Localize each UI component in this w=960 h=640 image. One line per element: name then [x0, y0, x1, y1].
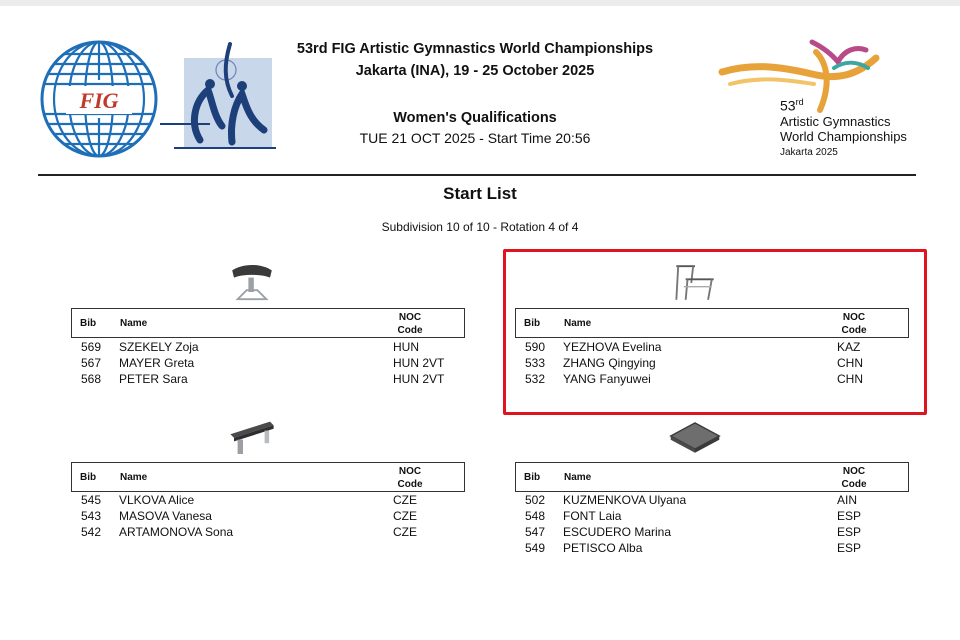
- name-column-header: Name: [120, 472, 148, 483]
- noc-column-header: NOC Code: [841, 312, 867, 336]
- table-row: 542 ARTAMONOVA Sona CZE: [81, 525, 417, 539]
- noc-column-header: NOC Code: [841, 466, 867, 490]
- bib-column-header: Bib: [524, 472, 541, 483]
- top-strip: [0, 0, 960, 6]
- table-row: 568 PETER Sara HUN 2VT: [81, 372, 445, 386]
- championship-location: Jakarta (INA), 19 - 25 October 2025: [355, 63, 595, 79]
- floor-exercise-table-header: [515, 462, 909, 492]
- table-row: 569 SZEKELY Zoja HUN: [81, 340, 419, 354]
- table-row: 567 MAYER Greta HUN 2VT: [81, 356, 445, 370]
- header-divider: [38, 174, 916, 176]
- noc-column-header: NOC Code: [397, 312, 423, 336]
- header: [280, 38, 670, 148]
- world-championships-logo-icon: [160, 40, 278, 152]
- vault-table-header: [71, 308, 465, 338]
- championship-title: 53rd FIG Artistic Gymnastics World Championships: [296, 41, 654, 57]
- subdivision-info: Subdivision 10 of 10 - Rotation 4 of 4: [381, 220, 579, 234]
- fig-logo-text: FIG: [79, 88, 119, 113]
- table-row: 548 FONT Laia ESP: [525, 509, 862, 523]
- competition-datetime: TUE 21 OCT 2025 - Start Time 20:56: [359, 130, 591, 146]
- event-line-1: Artistic Gymnastics: [780, 113, 891, 129]
- name-column-header: Name: [564, 472, 592, 483]
- vault-icon: [225, 262, 279, 304]
- table-row: 533 ZHANG Qingying CHN: [525, 356, 863, 370]
- floor-exercise-icon: [667, 414, 723, 458]
- bib-column-header: Bib: [80, 472, 97, 483]
- table-row: 543 MASOVA Vanesa CZE: [81, 509, 417, 523]
- table-row: 549 PETISCO Alba ESP: [525, 541, 862, 555]
- highlight-box: [503, 249, 927, 415]
- table-row: 502 KUZMENKOVA Ulyana AIN: [525, 493, 858, 507]
- noc-column-header: NOC Code: [397, 466, 423, 490]
- balance-beam-table-header: [71, 462, 465, 492]
- event-place: Jakarta 2025: [780, 146, 838, 158]
- event-edition: 53rd: [780, 97, 804, 114]
- balance-beam-icon: [225, 414, 279, 458]
- event-line-2: World Championships: [780, 128, 907, 144]
- table-row: 547 ESCUDERO Marina ESP: [525, 525, 862, 539]
- table-row: 545 VLKOVA Alice CZE: [81, 493, 417, 507]
- table-row: 590 YEZHOVA Evelina KAZ: [525, 340, 861, 354]
- name-column-header: Name: [120, 318, 148, 329]
- bib-column-header: Bib: [80, 318, 97, 329]
- table-row: 532 YANG Fanyuwei CHN: [525, 372, 863, 386]
- competition-name: Women's Qualifications: [393, 110, 557, 126]
- name-column-header: Name: [564, 318, 592, 329]
- bib-column-header: Bib: [524, 318, 541, 329]
- fig-globe-logo-icon: [40, 40, 158, 158]
- event-logo-text: [780, 94, 950, 160]
- start-list-title: Start List: [443, 184, 517, 203]
